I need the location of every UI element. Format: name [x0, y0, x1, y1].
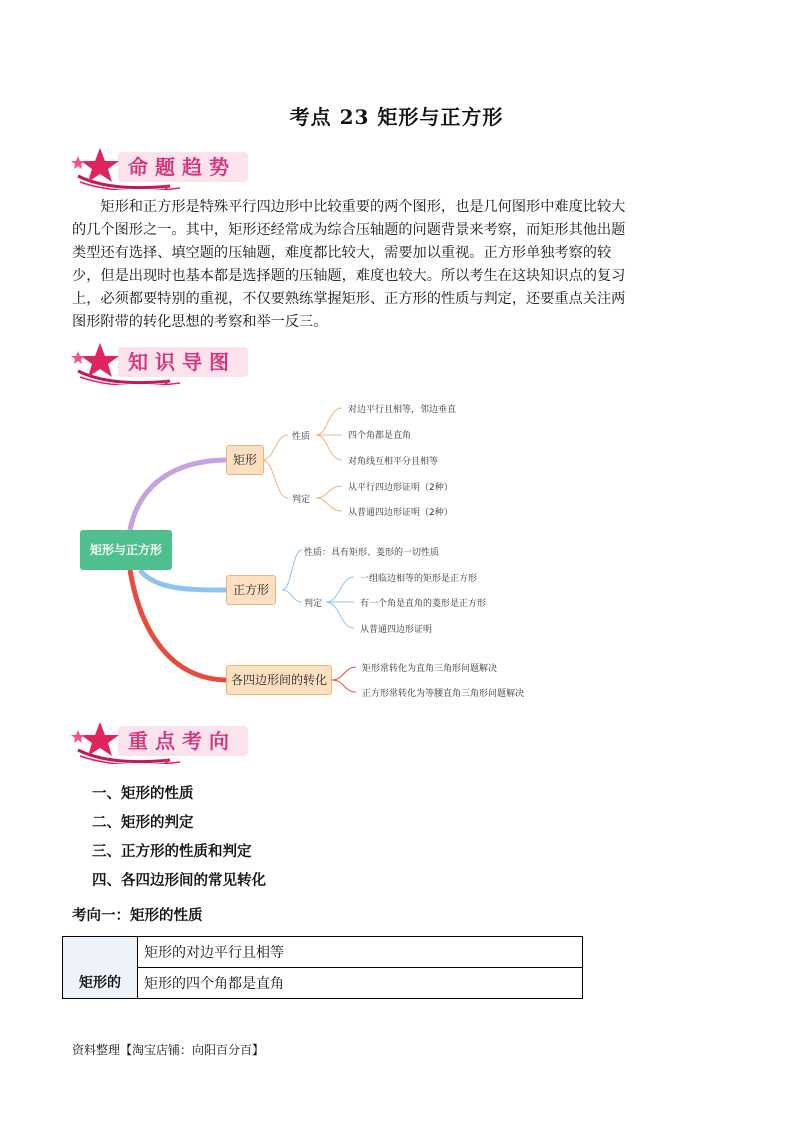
mindmap-square-judge-label: 判定: [304, 599, 323, 609]
mindmap-rect-judge-label: 判定: [292, 495, 311, 505]
mindmap-square-judge-3: 从普通四边形证明: [360, 625, 433, 635]
mindmap-rect-prop-2: 四个角都是直角: [348, 431, 412, 441]
subhead-direction-1: 考向一：矩形的性质: [72, 907, 203, 924]
table-cell: 矩形的四个角都是直角: [138, 968, 583, 999]
outline-item: 二、矩形的判定: [92, 814, 194, 831]
section-title-trend: 命题趋势: [128, 155, 236, 179]
mindmap-rect-judge-1: 从平行四边形证明（2种）: [348, 483, 453, 493]
focus-outline: [92, 782, 266, 898]
outline-item: 一、矩形的性质: [92, 785, 194, 802]
mindmap-rect-prop-label: 性质: [292, 432, 311, 442]
mindmap-square-judge-1: 一组临边相等的矩形是正方形: [360, 574, 478, 584]
mindmap-square-judge-2: 有一个角是直角的菱形是正方形: [360, 599, 487, 609]
footer-source: 资料整理【淘宝店铺：向阳百分百】: [72, 1043, 265, 1057]
rect-property-table: [62, 936, 583, 999]
mindmap-rect-judge-2: 从普通四边形证明（2种）: [348, 508, 453, 518]
outline-item: 三、正方形的性质和判定: [92, 843, 252, 860]
mindmap-convert-2: 正方形常转化为等腰直角三角形问题解决: [362, 689, 525, 699]
mindmap-node-convert: 各四边形间的转化: [226, 665, 332, 695]
mindmap-node-square: 正方形: [226, 575, 276, 605]
mindmap-convert-1: 矩形常转化为直角三角形问题解决: [362, 664, 498, 674]
outline-item: 四、各四边形间的常见转化: [92, 872, 266, 889]
section-banner-trend: [70, 146, 250, 190]
mindmap-root: 矩形与正方形: [80, 530, 172, 570]
mindmap-square-prop: 性质：具有矩形、菱形的一切性质: [304, 548, 440, 558]
mindmap-rect-prop-3: 对角线互相平分且相等: [348, 457, 439, 467]
knowledge-mindmap: [60, 390, 560, 710]
section-banner-map: [70, 341, 250, 385]
table-row-header: 矩形的: [63, 937, 138, 999]
section-title-map: 知识导图: [128, 350, 236, 374]
section-title-focus: 重点考向: [128, 729, 236, 753]
section-banner-focus: [70, 720, 250, 764]
mindmap-rect-prop-1: 对边平行且相等，邻边垂直: [348, 405, 457, 415]
table-cell: 矩形的对边平行且相等: [138, 937, 583, 968]
page-title: 考点 23 矩形与正方形: [289, 105, 504, 129]
mindmap-node-rect: 矩形: [226, 445, 264, 475]
intro-paragraph: 矩形和正方形是特殊平行四边形中比较重要的两个图形，也是几何图形中难度比较大的几个图形之一。其中，矩形还经常成为综合压轴题的问题背景来考察，而矩形其他出题类型还有选择、填空题的压轴题，难度都比较大，需要加以重视。正方形单独考察的较少，但是出现时也基本都是选择题的压轴题，难度也较大。所以考生在这块知识点的复习上，必须都要特别的重视，不仅要熟练掌握矩形、正方形的性质与判定，还要重点关注两图形附带的转化思想的考察和举一反三。: [72, 199, 626, 330]
